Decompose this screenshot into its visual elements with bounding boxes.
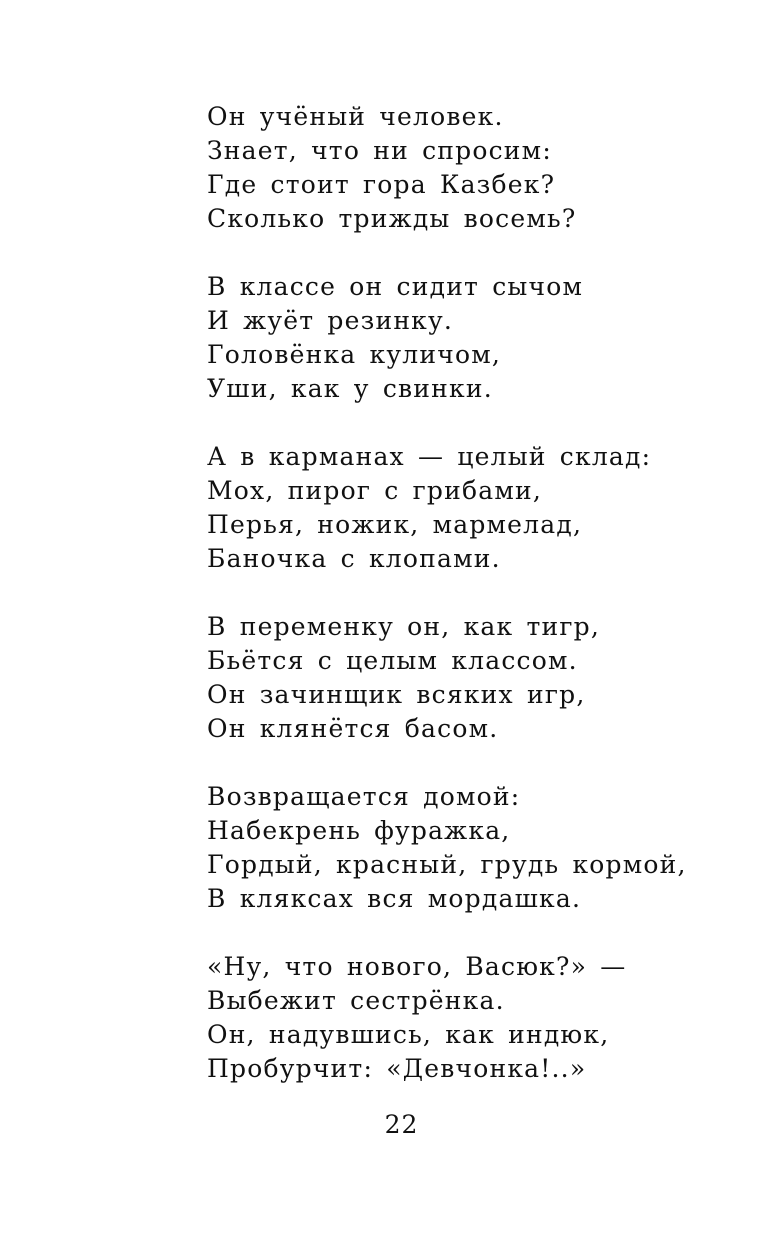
stanza-6 <box>207 950 747 1086</box>
poem-line: Бьётся с целым классом. <box>207 646 578 675</box>
poem-line: «Ну, что нового, Васюк?» — <box>207 952 627 981</box>
poem-line: Головёнка куличом, <box>207 340 501 369</box>
poem-line: И жуёт резинку. <box>207 306 454 335</box>
poem-line: В кляксах вся мордашка. <box>207 884 582 913</box>
poem-line: Знает, что ни спросим: <box>207 136 552 165</box>
poem-line: Он учёный человек. <box>207 102 504 131</box>
poem-line: Пробурчит: «Девчонка!..» <box>207 1054 587 1083</box>
poem-line: Он клянётся басом. <box>207 714 499 743</box>
poem <box>207 100 747 1120</box>
poem-line: А в карманах — целый склад: <box>207 442 652 471</box>
poem-line: Гордый, красный, грудь кормой, <box>207 850 687 879</box>
poem-line: В классе он сидит сычом <box>207 272 584 301</box>
poem-line: Он, надувшись, как индюк, <box>207 1020 610 1049</box>
poem-line: Возвращается домой: <box>207 782 521 811</box>
poem-line: Он зачинщик всяких игр, <box>207 680 586 709</box>
poem-line: Мох, пирог с грибами, <box>207 476 542 505</box>
poem-line: В переменку он, как тигр, <box>207 612 601 641</box>
poem-line: Сколько трижды восемь? <box>207 204 577 233</box>
poem-line: Баночка с клопами. <box>207 544 501 573</box>
page-number: 22 <box>384 1110 419 1139</box>
poem-line: Где стоит гора Казбек? <box>207 170 556 199</box>
poem-line: Выбежит сестрёнка. <box>207 986 505 1015</box>
stanza-5 <box>207 780 747 916</box>
stanza-2 <box>207 270 747 406</box>
stanza-4 <box>207 610 747 746</box>
poem-line: Перья, ножик, мармелад, <box>207 510 583 539</box>
poem-line: Набекрень фуражка, <box>207 816 511 845</box>
stanza-3 <box>207 440 747 576</box>
poem-line: Уши, как у свинки. <box>207 374 493 403</box>
stanza-1 <box>207 100 747 236</box>
